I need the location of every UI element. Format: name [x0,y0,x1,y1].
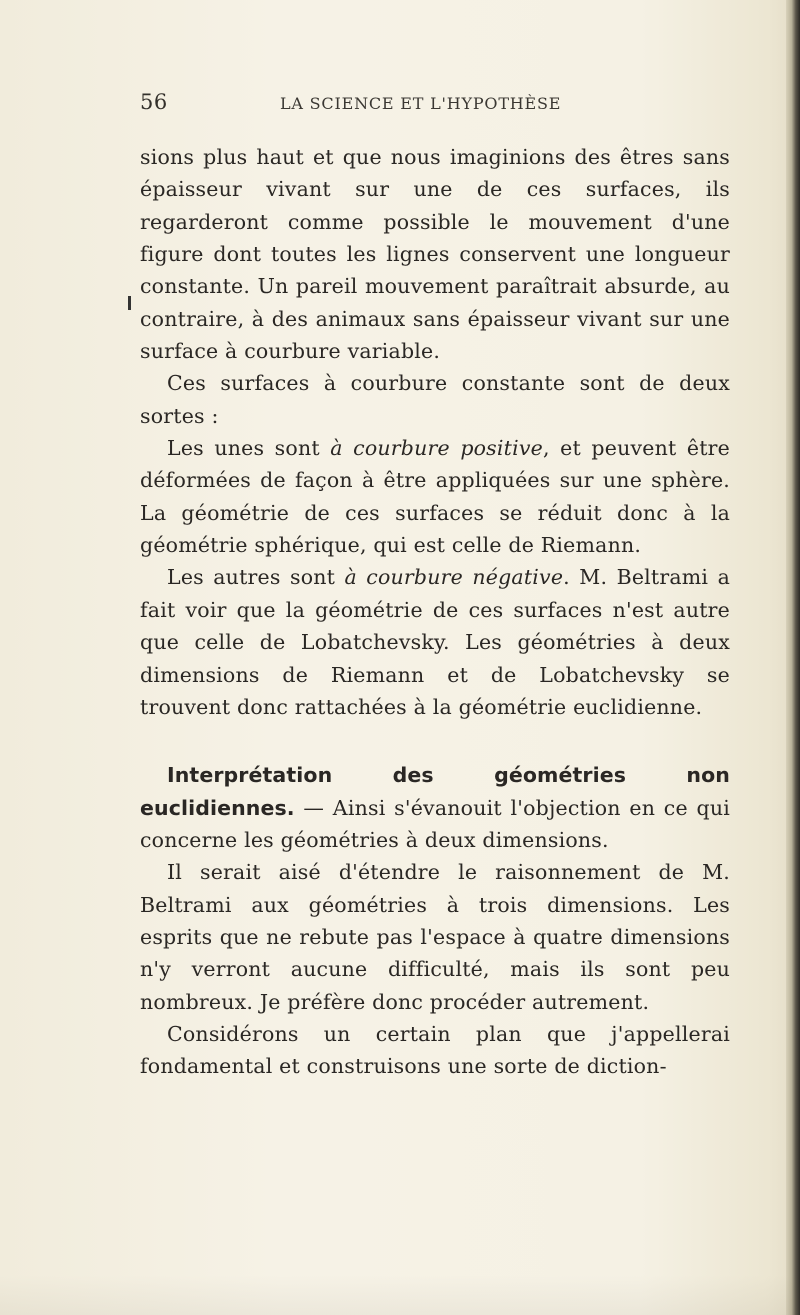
section-paragraph-1-rest: — Ainsi s'évanouit l'objection en ce qui concerne les géométries à deux dimensions. [140,795,730,852]
section-paragraph-2: Il serait aisé d'étendre le raisonnement de M. Beltrami aux géométries à trois dimensions. Les esprits que ne rebute pas l'espace à quatre dimensions n'y verront aucune difficulté, mais ils sont peu nombreux. Je préfère donc procéder autrement. [140,860,730,1014]
page-number: 56 [140,90,168,114]
paragraph-1: sions plus haut et que nous imaginions des êtres sans épaisseur vivant sur une de ces surfaces, ils regarderont comme possible le mouvement d'une figure dont toutes les lignes conservent une longueur constante. Un pareil mouvement paraîtrait absurde, au contraire, à des animaux sans épaisseur vivant sur une surface à courbure variable. [140,145,730,364]
paragraph-4-italic: à courbure négative [344,565,564,590]
paragraph-2: Ces surfaces à courbure constante sont de deux sortes : [140,371,730,428]
section-title: Interprétation des géométries non euclidiennes. [140,763,730,820]
section-paragraph-1 [140,759,730,856]
page-header [140,90,740,116]
paragraph-4-end: . M. Beltrami a fait voir que la géométrie de ces surfaces n'est autre que celle de Lobatchevsky. Les géométries à deux dimensions de Riemann et de Lobatchevsky se trouvent donc rattachées à la géométrie euclidienne. [140,565,730,719]
section-gap [140,723,730,759]
running-title: LA SCIENCE ET L'HYPOTHÈSE [280,94,562,113]
paragraph-3-end: , et peuvent être déformées de façon à être appliquées sur une sphère. La géométrie de ces surfaces se réduit donc à la géométrie sphérique, qui est celle de Riemann. [140,436,731,558]
paragraph-3 [140,432,730,561]
page-edge-shadow [786,0,800,1315]
section-paragraph-3: Considérons un certain plan que j'appellerai fondamental et construisons une sorte de diction- [140,1021,730,1079]
margin-mark [128,296,131,310]
page-bottom-shade [0,1275,800,1315]
body-text [140,141,730,1083]
paragraph-4-start: Les autres sont [167,565,345,590]
paragraph-4 [140,561,730,723]
paragraph-3-italic: à courbure positive [330,436,543,461]
paragraph-3-start: Les unes sont [167,436,331,461]
